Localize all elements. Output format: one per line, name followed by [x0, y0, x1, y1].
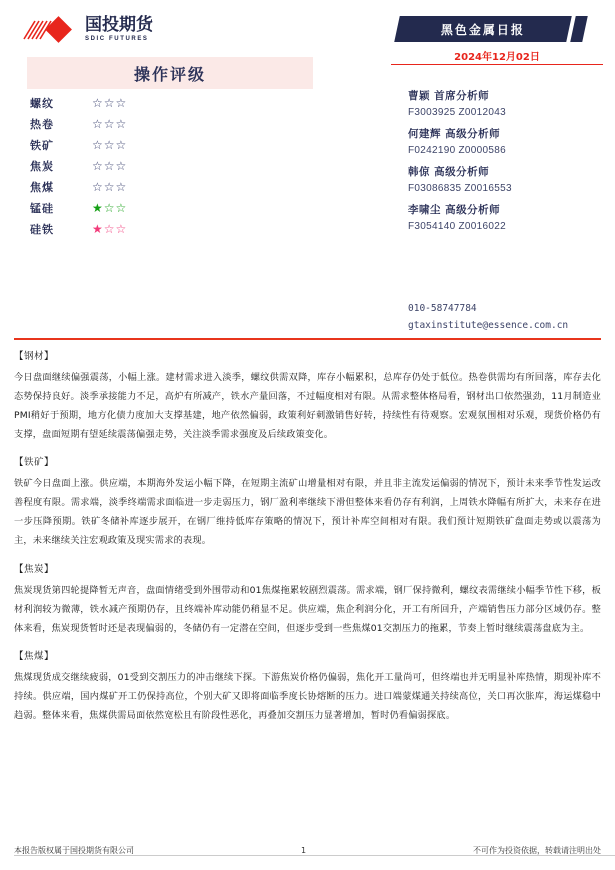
footer-divider — [14, 855, 615, 856]
report-section — [14, 454, 601, 550]
report-section — [14, 561, 601, 639]
report-section-title: 【焦炭】 — [14, 563, 55, 575]
report-title-text: 黑色金属日报 — [440, 22, 525, 37]
analyst-name-role: 李啸尘 高级分析师 — [408, 204, 501, 216]
analyst-entry — [408, 164, 608, 194]
footer-disclaimer: 不可作为投资依据，转载请注明出处 — [473, 846, 601, 855]
analyst-list — [408, 88, 608, 240]
rating-product-name: 锰硅 — [30, 201, 54, 215]
rating-row — [30, 155, 230, 176]
logo-company-name-en: SDIC FUTURES — [85, 36, 149, 42]
analyst-name-role: 曹颖 首席分析师 — [408, 90, 490, 102]
report-date: 2024年12月02日 — [454, 52, 540, 63]
analyst-name-role: 何建辉 高级分析师 — [408, 128, 501, 140]
rating-row — [30, 218, 230, 239]
rating-product-name: 热卷 — [30, 117, 54, 131]
report-section-title: 【钢材】 — [14, 351, 55, 362]
page-footer — [14, 845, 601, 860]
company-logo — [22, 17, 153, 42]
rating-row — [30, 197, 230, 218]
report-section-body: 焦煤现货成交继续疲弱，01受到交割压力的冲击继续下探。下游焦炭价格仍偏弱，焦化开工量尚可，但终端也并无明显补库热情，期现补库不持续。供应端，国内煤矿开工仍保持高位，个别大矿又即将面临季度长协熔断的压力。进口端蒙煤通关持续高位，关口再次胀库，海运煤稳中趋弱。整体来看，焦煤供需局面依然宽松且有阶段性恶化，再叠加交割压力显著增加，暂时仍看偏弱探底。 — [14, 672, 601, 722]
report-section-title: 【铁矿】 — [14, 457, 55, 469]
date-divider — [391, 64, 603, 65]
rating-stars: ☆☆☆ — [92, 158, 128, 173]
rating-table — [30, 92, 230, 239]
contact-email[interactable]: gtaxinstitute@essence.com.cn — [408, 320, 569, 331]
footer-page-number: 1 — [300, 846, 307, 855]
report-section-body: 焦炭现货第四轮提降暂无声音，盘面情绪受到外围带动和01焦煤拖累较剧烈震荡。需求端，钢厂保持微利，螺纹表需继续小幅季节性下移，板材利润较为微薄，铁水减产预期仍存，且终端补库动能仍稍显不足。供应端，焦企利润分化，开工有所回升，产端销售压力部分区域仍存。整体来看，焦炭现货暂时还是表现偏弱的，冬储仍有一定潜在空间，但逐步受到一些焦煤01交割压力的拖累，节奏上暂时继续震荡盘底为主。 — [14, 584, 601, 634]
analyst-license: F03086835 Z0016553 — [408, 183, 512, 194]
analyst-license: F0242190 Z0000586 — [408, 145, 506, 156]
report-section-body: 今日盘面继续偏强震荡，小幅上涨。建材需求进入淡季，螺纹供需双降，库存小幅累积，总库存仍处于低位。热卷供需均有所回落，库存去化态势保持良好。淡季承接能力不足，高炉有所减产，铁水产量回落，不过幅度相对有限。从需求整体格局看，钢材出口依然强劲，11月制造业PMI稍好于预期，地方化债力度加大支撑基建，地产依然偏弱，政策利好刺激销售好转，持续性有待观察。宏观氛围相对乐观，现货价格仍有支撑，盘面短期有望延续震荡偏强走势，关注淡季需求强度及后续政策变化。 — [14, 372, 601, 440]
report-section — [14, 648, 601, 726]
header-divider — [14, 338, 601, 340]
report-section-title: 【焦煤】 — [14, 651, 55, 663]
report-title-banner — [397, 16, 597, 42]
analyst-license: F3003925 Z0012043 — [408, 107, 506, 118]
rating-panel-title-text: 操作评级 — [133, 64, 206, 84]
rating-row — [30, 134, 230, 155]
rating-panel-title — [27, 57, 313, 89]
analyst-license: F3054140 Z0016022 — [408, 221, 506, 232]
analyst-entry — [408, 126, 608, 156]
rating-product-name: 硅铁 — [30, 222, 54, 236]
report-section-body: 铁矿今日盘面上涨。供应端，本期海外发运小幅下降，在短期主流矿山增量相对有限，并且非主流发运偏弱的情况下，预计未来季节性发运改善程度有限。需求端，淡季终端需求面临进一步走弱压力，钢厂盈利率继续下滑但整体来看仍存有利润，上周铁水降幅有所扩大，未来存在进一步压降预期。铁矿冬储补库逐步展开，在钢厂维持低库存策略的情况下，预计补库空间相对有限。我们预计短期铁矿盘面走势或以震荡为主，未来继续关注宏观政策及现实需求的表现。 — [14, 478, 601, 547]
contact-block — [408, 303, 615, 337]
rating-stars: ★☆☆ — [92, 200, 128, 215]
report-title-banner-body — [394, 16, 572, 42]
rating-product-name: 螺纹 — [30, 96, 54, 110]
rating-product-name: 焦煤 — [30, 180, 54, 194]
contact-phone: 010-58747784 — [408, 303, 477, 314]
rating-row — [30, 176, 230, 197]
rating-stars: ☆☆☆ — [92, 137, 128, 152]
report-section — [14, 348, 601, 444]
logo-company-name-cn: 国投期货 — [85, 15, 153, 35]
logo-text — [85, 17, 153, 42]
rating-stars: ☆☆☆ — [92, 116, 128, 131]
analyst-entry — [408, 202, 608, 232]
report-body — [14, 348, 601, 736]
rating-stars: ☆☆☆ — [92, 95, 128, 110]
rating-product-name: 焦炭 — [30, 159, 54, 173]
report-header — [0, 0, 615, 330]
analyst-entry — [408, 88, 608, 118]
rating-row — [30, 113, 230, 134]
analyst-name-role: 韩倞 高级分析师 — [408, 166, 490, 178]
logo-mark-icon — [22, 18, 80, 42]
report-title-banner-tail — [570, 16, 588, 42]
rating-stars: ☆☆☆ — [92, 179, 128, 194]
footer-copyright: 本报告版权属于国投期货有限公司 — [14, 846, 134, 855]
rating-product-name: 铁矿 — [30, 138, 54, 152]
rating-row — [30, 92, 230, 113]
rating-stars: ★☆☆ — [92, 221, 128, 236]
